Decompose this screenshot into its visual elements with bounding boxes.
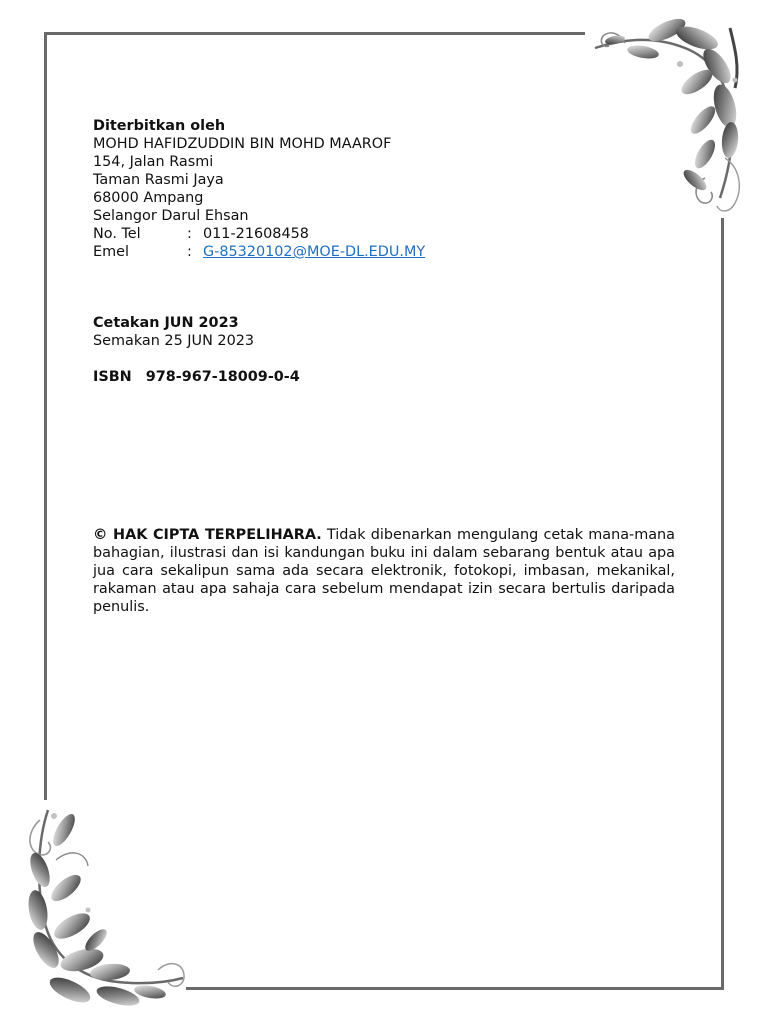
email-label: Emel [93, 244, 129, 260]
floral-ornament-bottom-icon [18, 800, 198, 1015]
review-date: Semakan 25 JUN 2023 [93, 333, 255, 349]
address-line: Taman Rasmi Jaya [93, 172, 224, 188]
address-line: 154, Jalan Rasmi [93, 154, 214, 170]
phone-value: 011-21608458 [203, 226, 309, 242]
email-separator: : [187, 244, 192, 260]
email-row [93, 243, 675, 261]
phone-row [93, 225, 675, 243]
publisher-heading: Diterbitkan oleh [93, 118, 226, 134]
copyright-notice [93, 526, 675, 616]
print-edition: Cetakan JUN 2023 [93, 315, 239, 331]
phone-label: No. Tel [93, 226, 141, 242]
isbn-value: 978-967-18009-0-4 [145, 369, 300, 385]
email-link[interactable]: G-85320102@MOE-DL.EDU.MY [203, 244, 426, 260]
copyright-body: Tidak dibenarkan mengulang cetak mana-mana bahagian, ilustrasi dan isi kandungan buku ini dalam sebarang bentuk atau apa jua cara sekalipun sama ada secara elektronik, fotokopi, imbasan, mekanikal, rakaman atau apa sahaja cara sebelum mendapat izin secara bertulis daripada penulis. [93, 527, 675, 616]
copyright-heading: © HAK CIPTA TERPELIHARA. [93, 527, 322, 544]
isbn-row [93, 368, 675, 386]
phone-separator: : [187, 226, 192, 242]
isbn-label: ISBN [93, 369, 132, 385]
publisher-block [93, 117, 675, 386]
publisher-name: MOHD HAFIDZUDDIN BIN MOHD MAAROF [93, 136, 392, 152]
address-line: 68000 Ampang [93, 190, 204, 206]
address-line: Selangor Darul Ehsan [93, 208, 249, 224]
